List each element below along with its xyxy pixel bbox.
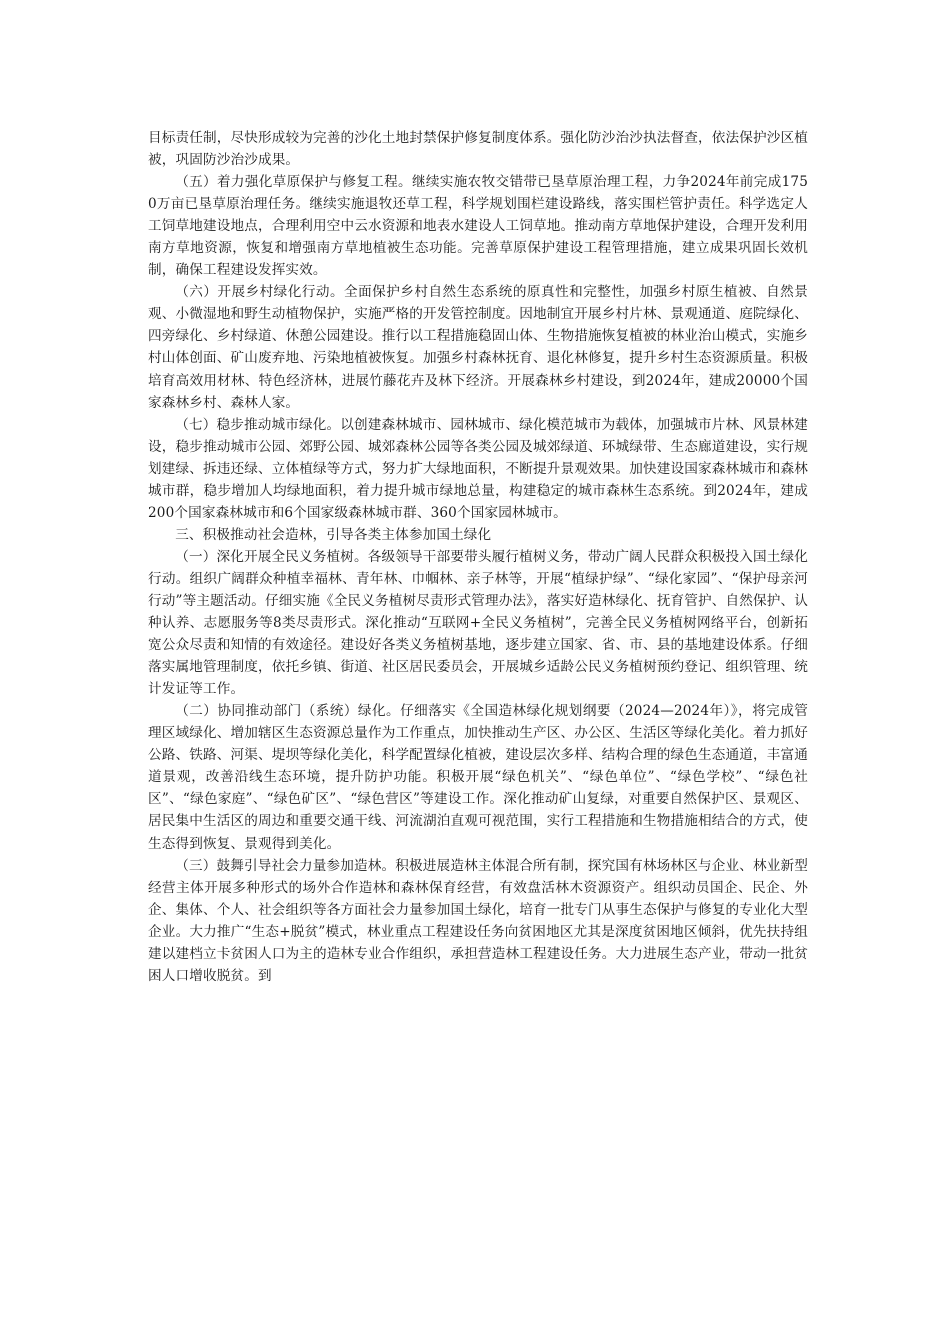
paragraph-rural-greening: （六）开展乡村绿化行动。全面保护乡村自然生态系统的原真性和完整性，加强乡村原生植被、自然景观、小微湿地和野生动植物保护，实施严格的开发管控制度。因地制宜开展乡村片林、景观通道、庭院绿化、四旁绿化、乡村绿道、休憩公园建设。推行以工程措施稳固山体、生物措施恢复植被的林业治山模式，实施乡村山体创面、矿山废弃地、污染地植被恢复。加强乡村森林抚育、退化林修复，提升乡村生态资源质量。积极培育高效用材林、特色经济林，进展竹藤花卉及林下经济。开展森林乡村建设，到2024年，建成20000个国家森林乡村、森林人家。 (148, 284, 808, 411)
paragraph-urban-greening: （七）稳步推动城市绿化。以创建森林城市、园林城市、绿化模范城市为载体，加强城市片林、风景林建设，稳步推动城市公园、郊野公园、城郊森林公园等各类公园及城郊绿道、环城绿带、生态廊道建设，实行规划建绿、拆违还绿、立体植绿等方式，努力扩大绿地面积，不断提升景观效果。加快建设国家森林城市和森林城市群，稳步增加人均绿地面积，着力提升城市绿地总量，构建稳定的城市森林生态系统。到2024年，建成200个国家森林城市和6个国家级森林城市群、360个国家园林城市。 (148, 416, 808, 521)
paragraph-social-participation: （三）鼓舞引导社会力量参加造林。积极进展造林主体混合所有制，探究国有林场林区与企业、林业新型经营主体开展多种形式的场外合作造林和森林保育经营，有效盘活林木资源资产。组织动员国企、民企、外企、集体、个人、社会组织等各方面社会力量参加国土绿化，培育一批专门从事生态保护与修复的专业化大型企业。大力推广“生态+脱贫”模式，林业重点工程建设任务向贫困地区尤其是深度贫困地区倾斜，优先扶持组建以建档立卡贫困人口为主的造林专业合作组织，承担营造林工程建设任务。大力进展生态产业，带动一批贫困人口增收脱贫。到 (148, 857, 808, 984)
paragraph-voluntary-tree-planting: （一）深化开展全民义务植树。各级领导干部要带头履行植树义务，带动广阔人民群众积极投入国土绿化行动。组织广阔群众种植幸福林、青年林、巾帼林、亲子林等，开展“植绿护绿”、“绿化家园”、“保护母亲河行动”等主题活动。仔细实施《全民义务植树尽责形式管理办法》，落实好造林绿化、抚育管护、自然保护、认种认养、志愿服务等8类尽责形式。深化推动“互联网+全民义务植树”，完善全民义务植树网络平台，创新拓宽公众尽责和知情的有效途径。建设好各类义务植树基地，逐步建立国家、省、市、县的基地建设体系。仔细落实属地管理制度，依托乡镇、街道、社区居民委员会，开展城乡适龄公民义务植树预约登记、组织管理、统计发证等工作。 (148, 548, 808, 698)
paragraph-department-greening: （二）协同推动部门（系统）绿化。仔细落实《全国造林绿化规划纲要（2024—2024年）》，将完成管理区域绿化、增加辖区生态资源总量作为工作重点，加快推动生产区、办公区、生活区等绿化美化。着力抓好公路、铁路、河渠、堤坝等绿化美化，科学配置绿化植被，建设层次多样、结构合理的绿色生态通道，丰富通道景观，改善沿线生态环境，提升防护功能。积极开展“绿色机关”、“绿色单位”、“绿色学校”、“绿色社区”、“绿色家庭”、“绿色矿区”、“绿色营区”等建设工作。深化推动矿山复绿，对重要自然保护区、景观区、居民集中生活区的周边和重要交通干线、河流湖泊直观可视范围，实行工程措施和生物措施相结合的方式，使生态得到恢复、景观得到美化。 (148, 703, 808, 852)
paragraph-continuation: 目标责任制，尽快形成较为完善的沙化土地封禁保护修复制度体系。强化防沙治沙执法督查，依法保护沙区植被，巩固防沙治沙成果。 (148, 130, 808, 169)
section-heading-social-afforestation: 三、积极推动社会造林，引导各类主体参加国土绿化 (175, 526, 492, 543)
paragraph-grassland-restoration: （五）着力强化草原保护与修复工程。继续实施农牧交错带已垦草原治理工程，力争2024年前完成1750万亩已垦草原治理任务。继续实施退牧还草工程，科学规划围栏建设路线，落实围栏管护责任。科学选定人工饲草地建设地点，合理利用空中云水资源和地表水建设人工饲草地。推动南方草地保护建设，合理开发利用南方草地资源，恢复和增强南方草地植被生态功能。完善草原保护建设工程管理措施，建立成果巩固长效机制，确保工程建设发挥实效。 (148, 174, 808, 279)
document-page (148, 127, 808, 987)
